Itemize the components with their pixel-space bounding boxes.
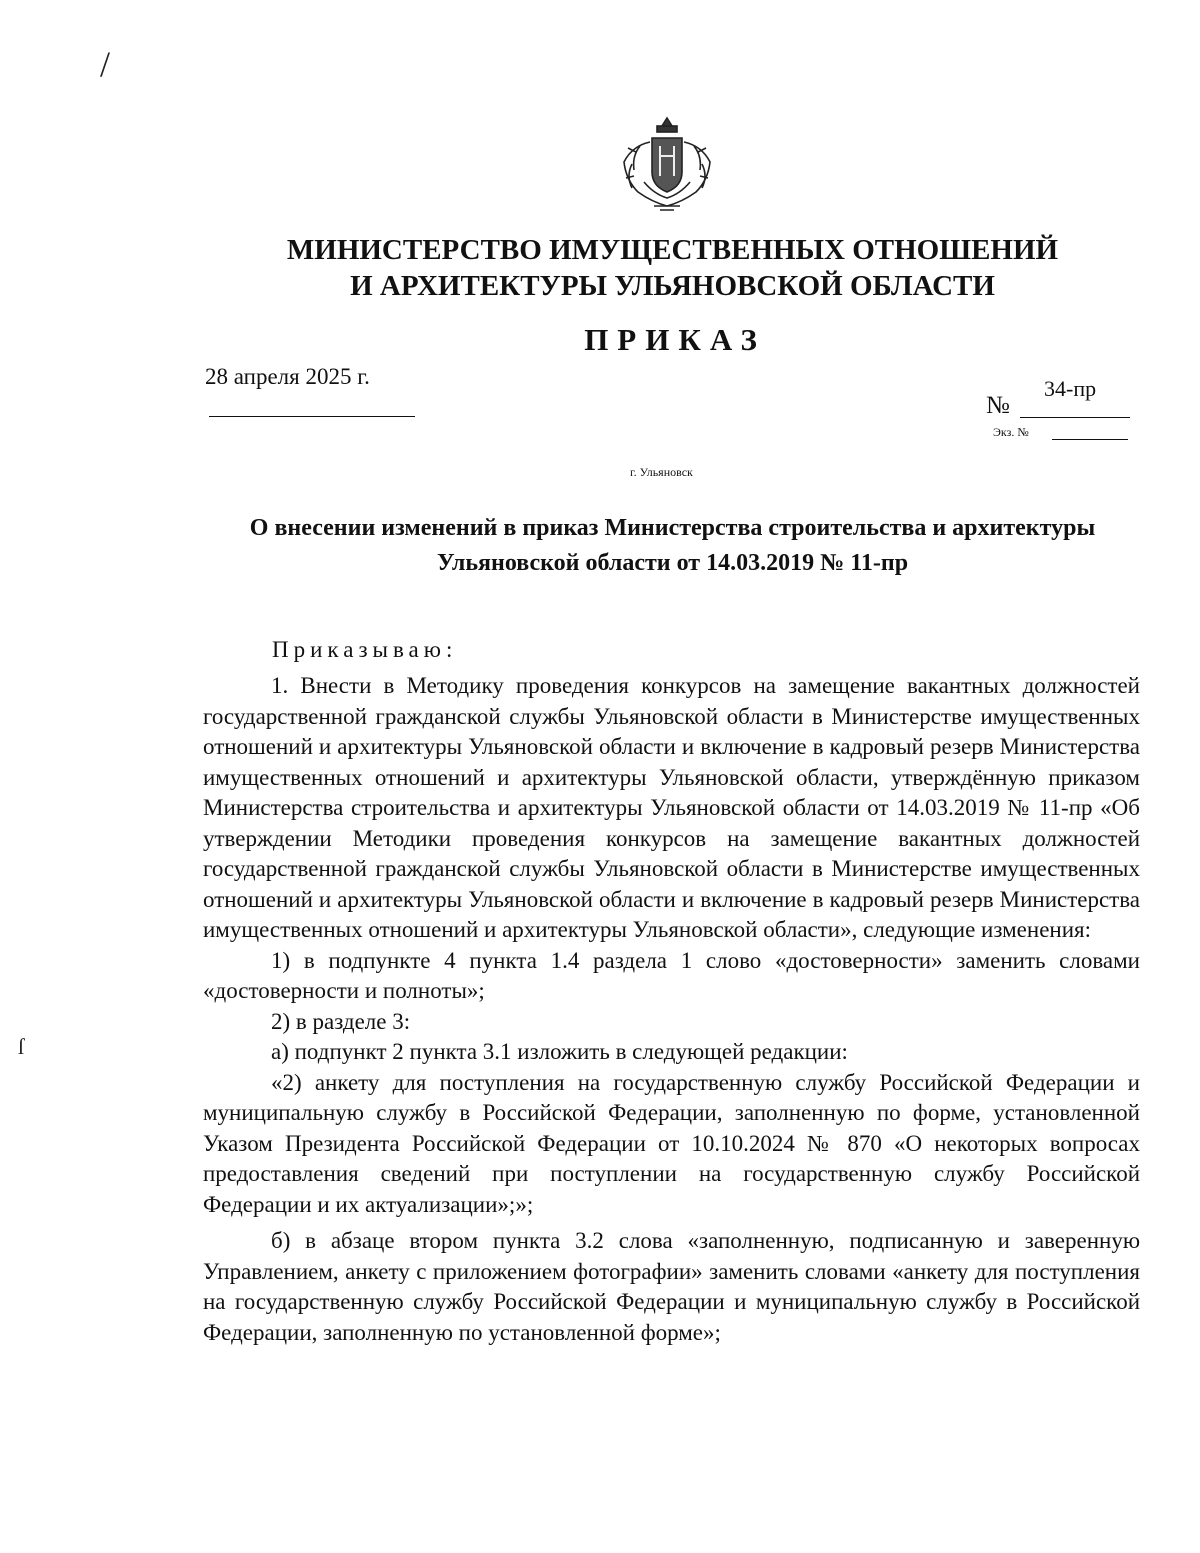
date-underline	[209, 416, 415, 417]
subject-line-1: О внесении изменений в приказ Министерства строительства и архитектуры	[249, 515, 1096, 541]
subject-line-2: Ульяновской области от 14.03.2019 № 11-пр	[436, 550, 909, 576]
order-subject	[160, 511, 1185, 581]
paragraph: а) подпункт 2 пункта 3.1 изложить в следующей редакции:	[271, 1039, 848, 1064]
paragraph: 1. Внести в Методику проведения конкурсов на замещение вакантных должностей государственной гражданской службы Ульяновской области в Министерстве имущественных отношений и архитектуры Ульяновской области и включение в кадровый резерв Министерства имущественных отношений и архитектуры Ульяновской области, утверждённую приказом Министерства строительства и архитектуры Ульяновской области от 14.03.2019 № 11-пр «Об утверждении Методики проведения конкурсов на замещение вакантных должностей государственной гражданской службы Ульяновской области в Министерстве имущественных отношений и архитектуры Ульяновской области и включение в кадровый резерв Министерства имущественных отношений и архитектуры Ульяновской области», следующие изменения:	[203, 673, 1140, 942]
city: г. Ульяновск	[630, 465, 693, 479]
paragraph: «2) анкету для поступления на государственную службу Российской Федерации и муниципальную службу в Российской Федерации, заполненную по форме, установленной Указом Президента Российской Федерации от 10.10.2024 № 870 «О некоторых вопросах предоставления сведений при поступлении на государственную службу Российской Федерации и их актуализации»;»;	[203, 1069, 1140, 1217]
order-body	[203, 671, 1140, 1348]
pen-mark: ſ	[18, 1034, 25, 1059]
document-type: ПРИКАЗ	[584, 322, 766, 357]
number-underline	[1020, 417, 1130, 418]
ministry-name	[160, 232, 1185, 304]
paragraph: 2) в разделе 3:	[271, 1008, 411, 1034]
copy-number-label: Экз. №	[993, 425, 1029, 439]
number-sign: №	[986, 392, 1010, 419]
order-number: 34-пр	[1044, 376, 1097, 401]
copy-number-underline	[1052, 439, 1128, 440]
pen-mark: /	[100, 44, 111, 84]
paragraph: б) в абзаце втором пункта 3.2 слова «заполненную, подписанную и заверенную Управлением, анкету с приложением фотографии» заменить словами «анкету для поступления на государственную службу Российской Федерации и муниципальную службу в Российской Федерации, заполненную по установленной форме»;	[203, 1228, 1140, 1345]
ministry-line-1: МИНИСТЕРСТВО ИМУЩЕСТВЕННЫХ ОТНОШЕНИЙ	[286, 234, 1059, 266]
coat-of-arms-icon	[610, 112, 724, 216]
paragraph: 1) в подпункте 4 пункта 1.4 раздела 1 слово «достоверности» заменить словами «достоверности и полноты»;	[203, 947, 1140, 1003]
orders-heading: Приказываю:	[272, 637, 458, 662]
order-date: 28 апреля 2025 г.	[205, 364, 370, 389]
ministry-line-2: И АРХИТЕКТУРЫ УЛЬЯНОВСКОЙ ОБЛАСТИ	[350, 270, 995, 302]
